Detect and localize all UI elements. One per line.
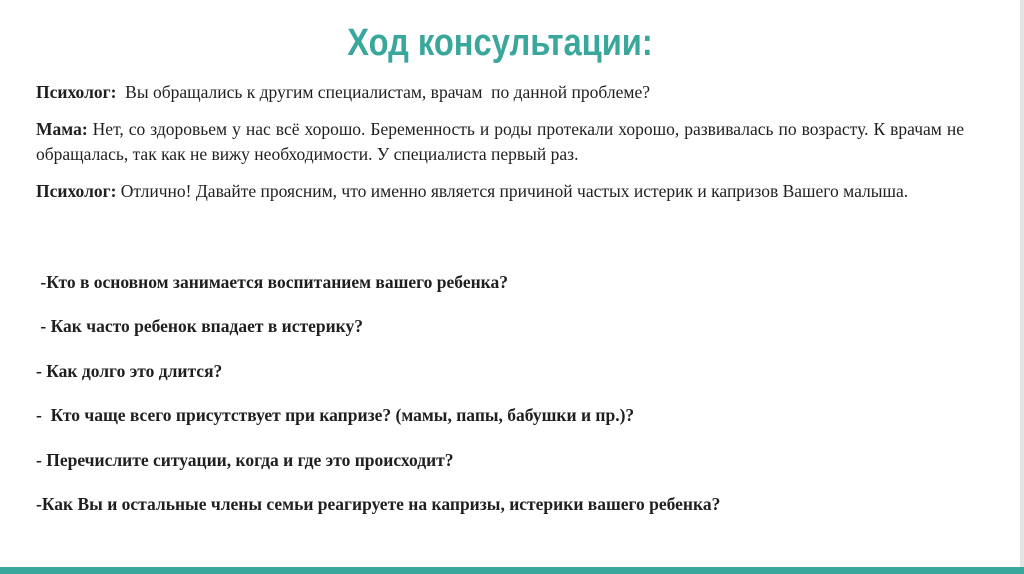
bottom-accent-bar bbox=[0, 567, 1024, 574]
question-item: -Кто в основном занимается воспитанием вашего ребенка? bbox=[36, 272, 508, 292]
question-item: - Перечислите ситуации, когда и где это происходит? bbox=[36, 450, 454, 470]
speaker-label: Психолог: bbox=[36, 181, 117, 201]
speaker-label: Психолог: bbox=[36, 82, 117, 102]
speaker-label: Мама: bbox=[36, 119, 88, 139]
dialogue-text: Нет, со здоровьем у нас всё хорошо. Беременность и роды протекали хорошо, развивалась по возрасту. К врачам не обращалась, так как не вижу необходимости. У специалиста первый раз. bbox=[36, 119, 964, 164]
dialogue-line-mother bbox=[36, 117, 964, 167]
question-item: - Кто чаще всего присутствует при капризе? (мамы, папы, бабушки и пр.)? bbox=[36, 405, 635, 425]
dialogue-text: Отлично! Давайте проясним, что именно является причиной частых истерик и капризов Вашего малыша. bbox=[116, 181, 909, 201]
dialogue-text: Вы обращались к другим специалистам, врачам по данной проблеме? bbox=[116, 82, 650, 102]
question-item: - Как долго это длится? bbox=[36, 361, 223, 381]
dialogue-line-psychologist-1 bbox=[36, 80, 964, 105]
slide-title: Ход консультации: bbox=[347, 22, 653, 64]
slide-edge bbox=[1020, 0, 1024, 574]
question-item: -Как Вы и остальные члены семьи реагируете на капризы, истерики вашего ребенка? bbox=[36, 494, 721, 514]
dialogue-line-psychologist-2 bbox=[36, 179, 964, 204]
slide-content bbox=[36, 80, 964, 514]
question-item: - Как часто ребенок впадает в истерику? bbox=[36, 316, 364, 336]
